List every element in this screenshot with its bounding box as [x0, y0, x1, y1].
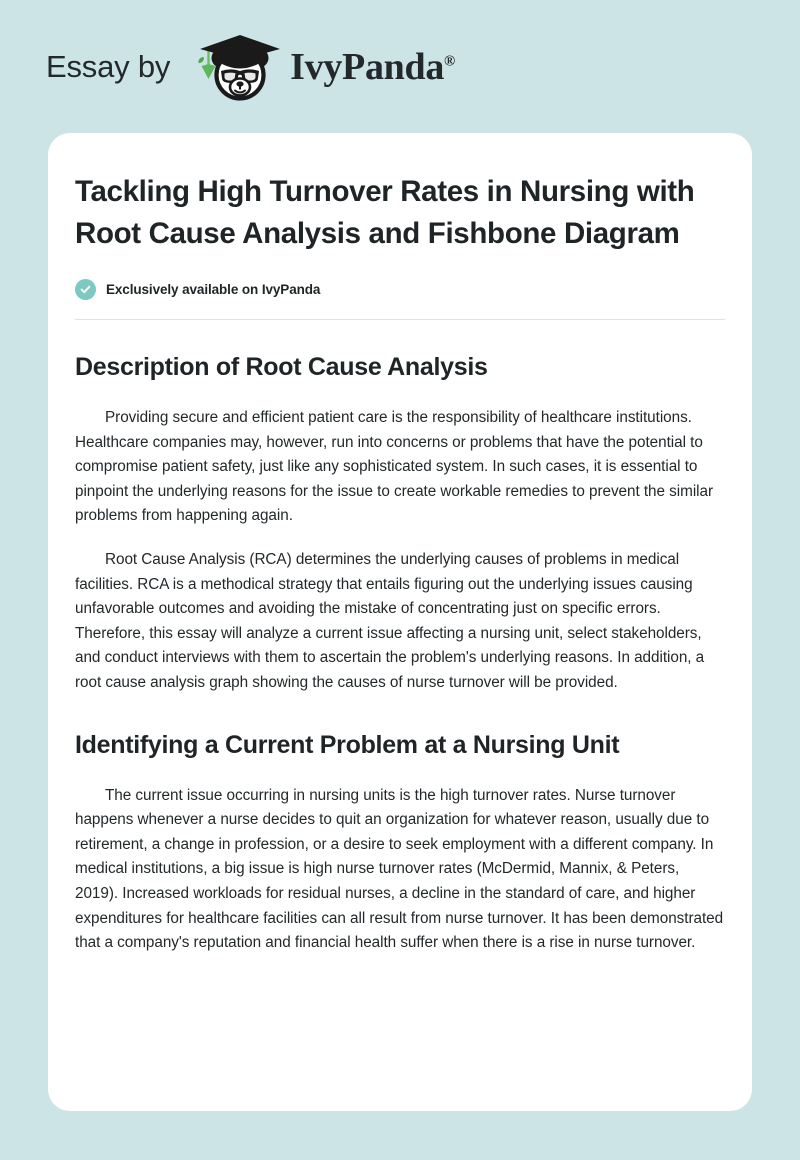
ivypanda-wordmark-text: IvyPanda: [290, 45, 445, 88]
section-heading-identifying-a-current-problem: Identifying a Current Problem at a Nursing Unit: [75, 730, 620, 759]
paragraph: The current issue occurring in nursing units is the high turnover rates. Nurse turnover happens whenever a nurse decides to quit an organization for whatever reason, usually due to retirement, a change in profession, or a desire to seek employment with a different company. In medical institutions, a big issue is high nurse turnover rates (McDermid, Mannix, & Peters, 2019). Increased workloads for residual nurses, a decline in the standard of care, and higher expenditures for healthcare facilities can all result from nurse turnover. It has been demonstrated that a company's reputation and financial health suffer when there is a rise in nurse turnover.: [75, 786, 724, 952]
exclusivity-badge: [75, 279, 725, 300]
masthead: [0, 0, 800, 133]
ivypanda-brand-lockup[interactable]: [192, 31, 455, 103]
page-title: Tackling High Turnover Rates in Nursing with Root Cause Analysis and Fishbone Diagram: [75, 175, 695, 250]
header-divider: [75, 319, 725, 320]
check-circle-icon: [75, 279, 96, 300]
ivypanda-wordmark: [290, 45, 455, 89]
exclusivity-badge-label: Exclusively available on IvyPanda: [106, 282, 321, 297]
masthead-prefix-label: Essay by: [46, 48, 171, 84]
paragraph: Root Cause Analysis (RCA) determines the underlying causes of problems in medical facilities. RCA is a methodical strategy that entails figuring out the underlying issues causing unfavorable outcomes and avoiding the mistake of concentrating just on specific errors. Therefore, this essay will analyze a current issue affecting a nursing unit, select stakeholders, and conduct interviews with them to ascertain the problem's underlying reasons. In addition, a root cause analysis graph showing the causes of nurse turnover will be provided.: [75, 550, 705, 691]
registered-trademark-mark: ®: [444, 52, 455, 69]
section-heading-description-of-root-cause-analysis: Description of Root Cause Analysis: [75, 353, 488, 381]
ivypanda-panda-graduate-logo-icon: [192, 31, 288, 103]
paragraph: Providing secure and efficient patient care is the responsibility of healthcare institutions. Healthcare companies may, however, run into concerns or problems that have the potential to compromise patient safety, just like any sophisticated system. In such cases, it is essential to pinpoint the underlying reasons for the issue to create workable remedies to prevent the similar problems from happening again.: [75, 409, 714, 525]
essay-paper-card: [48, 133, 752, 1111]
